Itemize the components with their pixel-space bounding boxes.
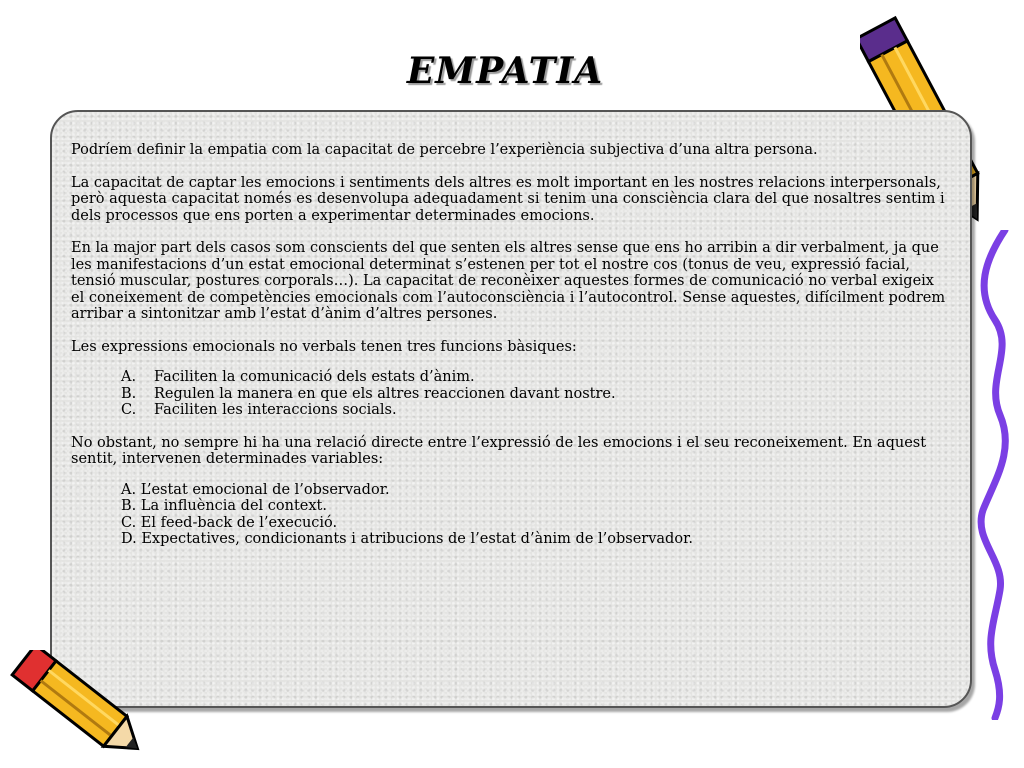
slide-title: EMPATIA — [406, 50, 604, 92]
pencil-icon — [0, 650, 160, 760]
paragraph-definition: Podríem definir la empatia com la capacitat de percebre l’experiència subjectiva d’una altra persona. — [71, 142, 818, 158]
list-item — [121, 402, 946, 419]
squiggle-line — [965, 230, 1024, 720]
list-marker: C. — [121, 402, 137, 418]
paragraph-nonverbal: En la major part dels casos som conscients del que senten els altres sense que ens ho arribin a dir verbalment, ja que les manifestacions d’un estat emocional determinat s’estenen per tot el nostre cos (tonus de veu, expressió facial, tensió muscular, postures corporals…). La capacitat de reconèixer aquestes formes de comunicació no verbal exigeix el coneixement de competències emocionals com l’autoconsciència i l’autocontrol. Sense aquestes, difícilment podrem arribar a sintonitzar amb l’estat d’ànim d’altres persones. — [71, 240, 946, 322]
list-item-text: Faciliten les interaccions socials. — [154, 402, 397, 418]
paragraph-capacity: La capacitat de captar les emocions i sentiments dels altres es molt important en les nostres relacions interpersonals, però aquesta capacitat només es desenvolupa adequadament si tenim una consciència clara del que nosaltres sentim i dels processos que ens porten a experimentar determinades emocions. — [71, 174, 945, 224]
content-box — [50, 110, 972, 708]
paragraph-functions-intro: Les expressions emocionals no verbals tenen tres funcions bàsiques: — [71, 338, 577, 355]
list-item — [121, 369, 946, 386]
list-item — [121, 386, 946, 403]
list-marker: B. — [121, 385, 137, 402]
list-marker: A. — [121, 369, 137, 385]
list-item: A. L’estat emocional de l’observador. — [121, 481, 390, 498]
list-item-text: Faciliten la comunicació dels estats d’ànim. — [154, 369, 475, 385]
functions-list — [71, 369, 946, 419]
list-item-text: Regulen la manera en que els altres reaccionen davant nostre. — [154, 385, 616, 402]
list-item: B. La influència del context. — [121, 498, 327, 514]
list-item: D. Expectatives, condicionants i atribucions de l’estat d’ànim de l’observador. — [121, 531, 694, 547]
list-item: C. El feed-back de l’execució. — [121, 514, 338, 531]
paragraph-variables-intro: No obstant, no sempre hi ha una relació directe entre l’expressió de les emocions i el seu reconeixement. En aquest sentit, intervenen determinades variables: — [71, 434, 927, 467]
variables-list — [71, 482, 946, 548]
